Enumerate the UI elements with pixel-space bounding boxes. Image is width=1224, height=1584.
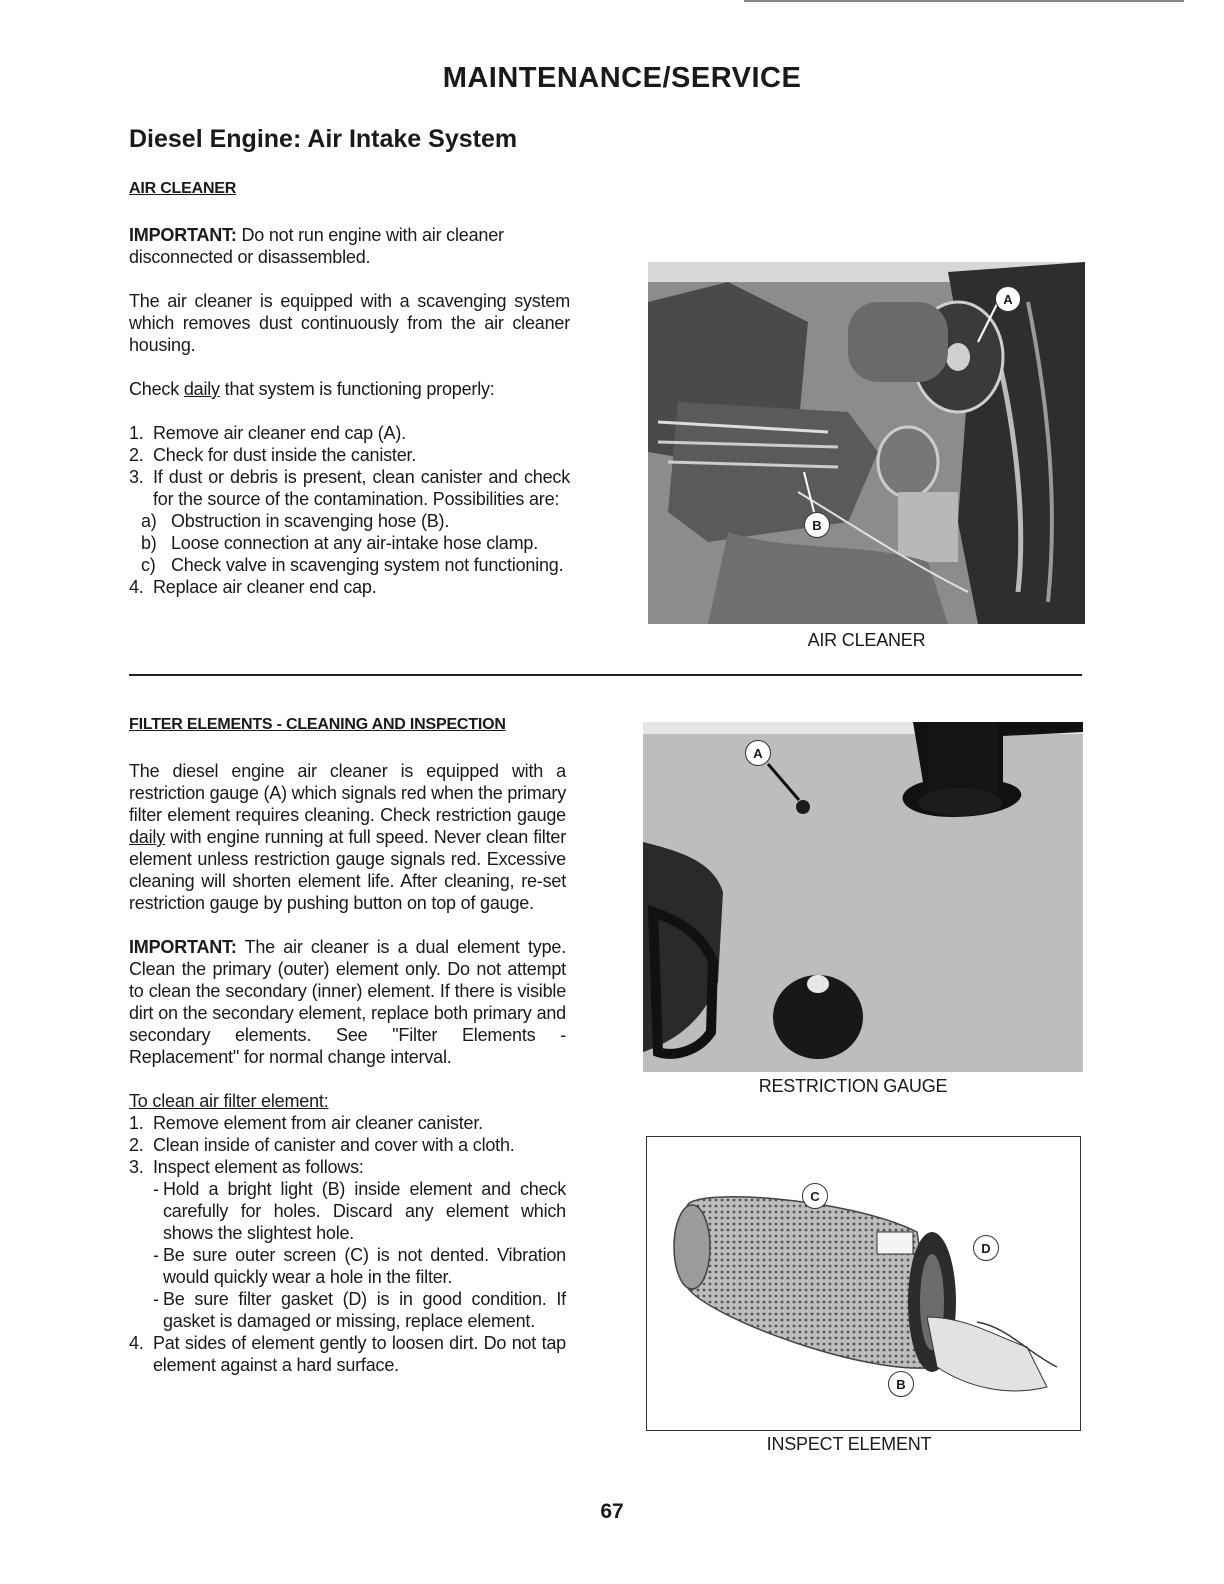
- step-text: Clean inside of canister and cover with a cloth.: [153, 1135, 515, 1155]
- step-text: Inspect element as follows:: [153, 1157, 364, 1177]
- step-number: 2.: [129, 1135, 144, 1155]
- air-cleaner-caption: AIR CLEANER: [807, 630, 926, 650]
- air-cleaner-important: [129, 224, 570, 268]
- step-text: Remove air cleaner end cap (A).: [153, 423, 406, 443]
- list-item: [129, 1178, 566, 1244]
- list-item: [129, 1156, 566, 1178]
- inspect-items: [129, 1178, 566, 1332]
- clean-steps: [129, 1112, 566, 1178]
- inspect-text: Hold a bright light (B) inside element and check carefully for holes. Discard any element which shows the slightest hole.: [163, 1179, 566, 1243]
- top-rule: [744, 0, 1184, 2]
- step-text: Pat sides of element gently to loosen dirt. Do not tap element against a hard surface.: [153, 1333, 566, 1375]
- sub-text: Obstruction in scavenging hose (B).: [171, 511, 450, 531]
- list-item: [129, 1134, 566, 1156]
- check-daily-paragraph: [129, 378, 570, 400]
- sub-letter: a): [141, 511, 157, 531]
- step-text: If dust or debris is present, clean canister and check for the source of the contamination. Possibilities are:: [153, 467, 570, 509]
- section-divider: [129, 674, 1082, 676]
- callout-a: A: [995, 286, 1021, 312]
- air-cleaner-illustration: [648, 262, 1085, 624]
- list-item: [129, 1244, 566, 1288]
- important-label: IMPORTANT:: [129, 225, 237, 245]
- p1-daily: daily: [129, 827, 166, 847]
- dash: -: [153, 1289, 159, 1309]
- air-cleaner-photo: [648, 262, 1085, 624]
- list-item: [129, 444, 570, 466]
- air-cleaner-steps: [129, 422, 570, 510]
- sub-text: Loose connection at any air-intake hose clamp.: [171, 533, 539, 553]
- filter-elements-heading: FILTER ELEMENTS - CLEANING AND INSPECTION: [129, 716, 506, 733]
- step-text: Replace air cleaner end cap.: [153, 577, 377, 597]
- inspect-element-illustration: [647, 1137, 1080, 1430]
- inspect-element-photo: [646, 1136, 1081, 1431]
- p1-post: with engine running at full speed. Never clean filter element unless restriction gauge signals red. Excessive cleaning will shorten element life. After cleaning, re-set restriction gauge by pushing button on top of gauge.: [129, 827, 566, 913]
- restriction-gauge-illustration: [643, 722, 1083, 1072]
- check-pre: Check: [129, 379, 184, 399]
- important-text: The air cleaner is a dual element type. Clean the primary (outer) element only. Do not attempt to clean the secondary (inner) element. If there is visible dirt on the secondary element, replace both primary and secondary elements. See "Filter Elements - Replacement" for normal change interval.: [129, 937, 566, 1067]
- air-cleaner-heading: AIR CLEANER: [129, 180, 237, 197]
- important-label: IMPORTANT:: [129, 937, 237, 957]
- scavenging-paragraph: The air cleaner is equipped with a scavenging system which removes dust continuously from the air cleaner housing.: [129, 291, 570, 355]
- dual-element-paragraph: [129, 936, 566, 1068]
- callout-c: C: [802, 1183, 828, 1209]
- restriction-gauge-photo: [643, 722, 1083, 1072]
- possibilities-list: [129, 510, 570, 576]
- list-item: [129, 576, 570, 598]
- step-number: 3.: [129, 1157, 144, 1177]
- filter-elements-text: [129, 760, 566, 1376]
- page-header: MAINTENANCE/SERVICE: [442, 62, 802, 94]
- clean-heading: To clean air filter element:: [129, 1091, 329, 1111]
- inspect-text: Be sure outer screen (C) is not dented. Vibration would quickly wear a hole in the filter.: [163, 1245, 566, 1287]
- inspect-element-caption: INSPECT ELEMENT: [766, 1434, 932, 1454]
- step-number: 1.: [129, 1113, 144, 1133]
- sub-letter: b): [141, 533, 157, 553]
- inspect-text: Be sure filter gasket (D) is in good condition. If gasket is damaged or missing, replace element.: [163, 1289, 566, 1331]
- list-item: [129, 1288, 566, 1332]
- callout-d: D: [973, 1235, 999, 1261]
- list-item: [129, 466, 570, 510]
- sub-letter: c): [141, 555, 156, 575]
- check-daily: daily: [183, 379, 220, 399]
- list-item: [129, 1112, 566, 1134]
- air-cleaner-text: [129, 224, 570, 598]
- dash: -: [153, 1245, 159, 1265]
- section-title: Diesel Engine: Air Intake System: [129, 125, 518, 153]
- list-item: [129, 554, 570, 576]
- step-number: 4.: [129, 577, 144, 597]
- restriction-gauge-paragraph: [129, 760, 566, 914]
- step-number: 4.: [129, 1333, 144, 1353]
- callout-b: B: [804, 512, 830, 538]
- restriction-gauge-caption: RESTRICTION GAUGE: [758, 1076, 948, 1096]
- page-number: 67: [600, 1500, 624, 1523]
- check-post: that system is functioning properly:: [219, 379, 495, 399]
- p1-pre: The diesel engine air cleaner is equipped with a restriction gauge (A) which signals red when the primary filter element requires cleaning. Check restriction gauge: [129, 761, 566, 825]
- dash: -: [153, 1179, 159, 1199]
- step-number: 3.: [129, 467, 144, 487]
- step-text: Check for dust inside the canister.: [153, 445, 417, 465]
- list-item: [129, 422, 570, 444]
- callout-a: A: [745, 740, 771, 766]
- callout-b: B: [888, 1371, 914, 1397]
- list-item: [129, 510, 570, 532]
- sub-text: Check valve in scavenging system not functioning.: [171, 555, 564, 575]
- list-item: [129, 532, 570, 554]
- important-text: Do not run engine with air cleaner disconnected or disassembled.: [129, 225, 504, 267]
- step-number: 2.: [129, 445, 144, 465]
- list-item: [129, 1332, 566, 1376]
- step-number: 1.: [129, 423, 144, 443]
- step-text: Remove element from air cleaner canister.: [153, 1113, 483, 1133]
